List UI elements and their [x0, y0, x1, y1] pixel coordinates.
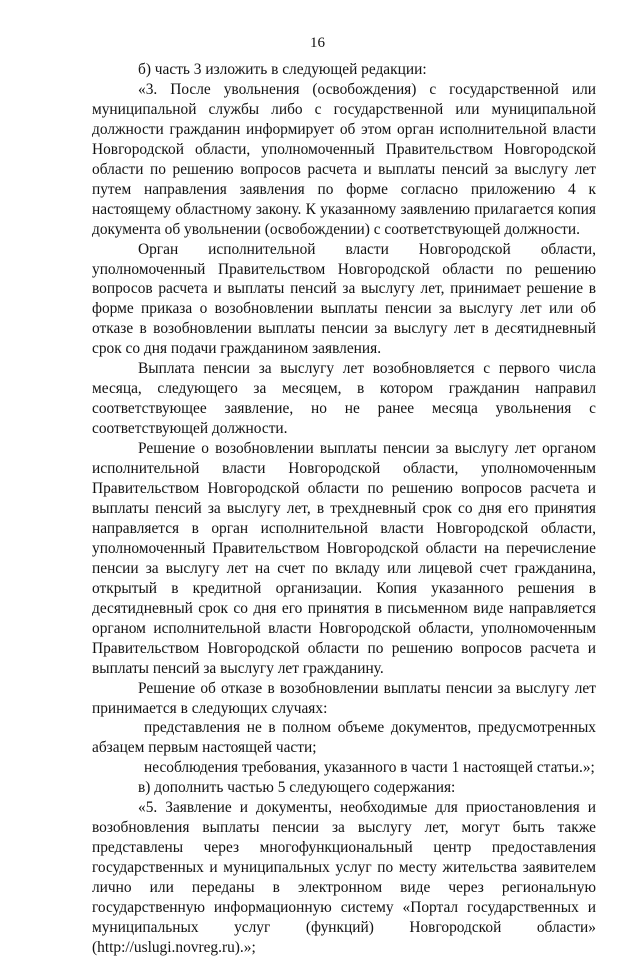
paragraph-refusal-cases: Решение об отказе в возобновлении выплаты пенсии за выслугу лет принимается в следующих случаях:	[92, 679, 596, 717]
paragraph-refusal-case-2: несоблюдения требования, указанного в части 1 настоящей статьи.»;	[144, 759, 595, 777]
paragraph-refusal-case-1: представления не в полном объеме документов, предусмотренных абзацем первым настоящей части;	[92, 719, 596, 757]
document-body	[92, 60, 596, 958]
paragraph-decision-forwarding: Решение о возобновлении выплаты пенсии за выслугу лет органом исполнительной власти Новгородской области, уполномоченным Правительством Новгородской области по решению вопросов расчета и выплаты пенсий за выслугу лет, в трехдневный срок со дня его принятия направляется в орган исполнительной власти Новгородской области, уполномоченный Правительством Новгородской области на перечисление пенсии за выслугу лет на счет по вкладу или лицевой счет гражданина, открытый в кредитной организации. Копия указанного решения в десятидневный срок со дня его принятия в письменном виде направляется органом исполнительной власти Новгородской области, уполномоченным Правительством Новгородской области по решению вопросов расчета и выплаты пенсий за выслугу лет гражданину.	[92, 440, 596, 677]
paragraph-amendment-b: б) часть 3 изложить в следующей редакции:	[138, 61, 427, 78]
paragraph-decision-resumption: Орган исполнительной власти Новгородской области, уполномоченный Правительством Новгородской области по решению вопросов расчета и выплаты пенсий за выслугу лет, принимает решение в форме приказа о возобновлении выплаты пенсии за выслугу лет или об отказе в возобновлении выплаты пенсии за выслугу лет в десятидневный срок со дня подачи гражданином заявления.	[92, 240, 596, 358]
paragraph-payment-resumption: Выплата пенсии за выслугу лет возобновляется с первого числа месяца, следующего за месяцем, в котором гражданин направил соответствующее заявление, но не ранее месяца увольнения с соответствующей должности.	[92, 360, 596, 438]
page-number: 16	[310, 35, 325, 51]
paragraph-part-5: «5. Заявление и документы, необходимые для приостановления и возобновления выплаты пенсии за выслугу лет, могут быть также представлены через многофункциональный центр предоставления государственных и муниципальных услуг по месту жительства заявителем лично или переданы в электронном виде через региональную государственную информационную систему «Портал государственных и муниципальных услуг (функций) Новгородской области» (http://uslugi.novreg.ru).»;	[92, 799, 596, 956]
paragraph-amendment-c: в) дополнить частью 5 следующего содержания:	[138, 779, 456, 797]
paragraph-part-3: «3. После увольнения (освобождения) с государственной или муниципальной службы либо с государственной или муниципальной должности гражданин информирует об этом орган исполнительной власти Новгородской области, уполномоченный Правительством Новгородской области по решению вопросов расчета и выплаты пенсий за выслугу лет путем направления заявления по форме согласно приложению 4 к настоящему областному закону. К указанному заявлению прилагается копия документа об увольнении (освобождении) с соответствующей должности.	[92, 80, 596, 238]
